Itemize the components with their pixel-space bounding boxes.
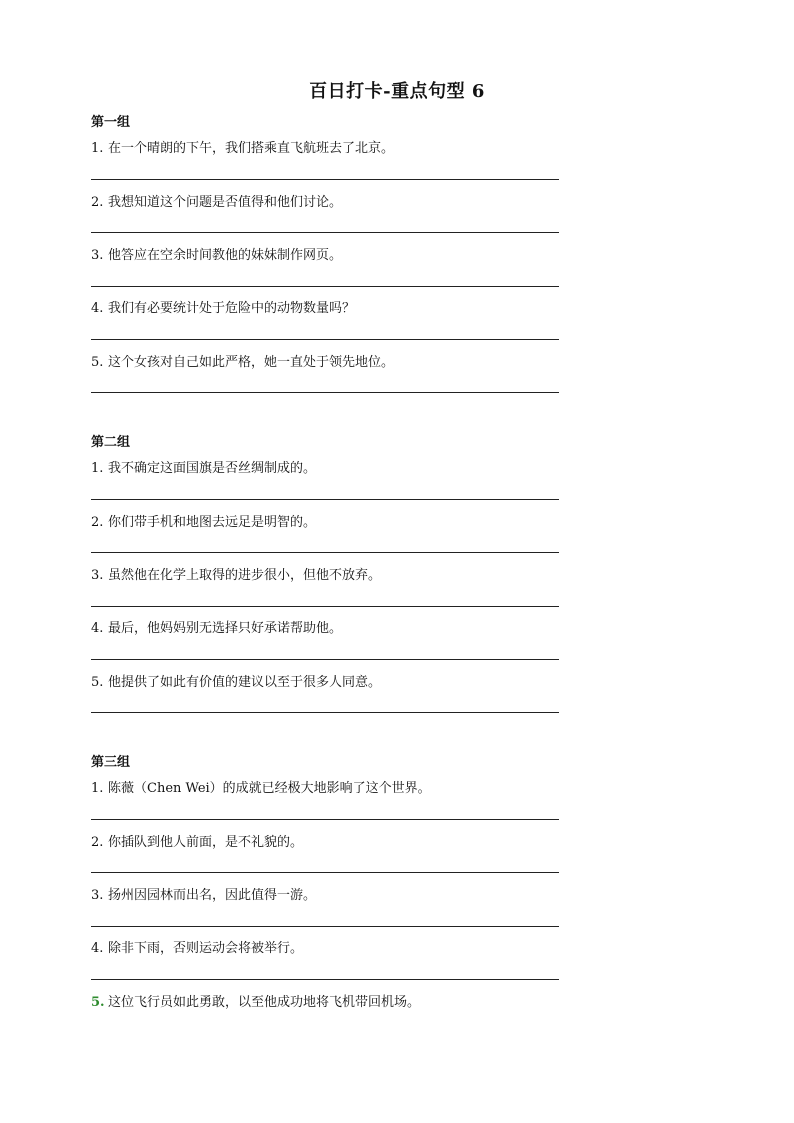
answer-line [91,659,559,660]
sentence-item: 3. 扬州因园林而出名，因此值得一游。 [91,888,317,903]
answer-line [91,926,559,927]
sentence-item: 2. 你们带手机和地图去远足是明智的。 [91,515,317,530]
answer-line [91,286,559,287]
sentence-item: 3. 他答应在空余时间教他的妹妹制作网页。 [91,248,343,263]
answer-line [91,499,559,500]
answer-line [91,232,559,233]
sentence-item: 4. 我们有必要统计处于危险中的动物数量吗？ [91,301,356,316]
answer-line [91,819,559,820]
sentence-item: 5. 这位飞行员如此勇敢，以至他成功地将飞机带回机场。 [91,995,421,1010]
sentence-item: 1. 在一个晴朗的下午，我们搭乘直飞航班去了北京。 [91,141,395,156]
sentence-item: 2. 你插队到他人前面，是不礼貌的。 [91,835,304,850]
group-3-title: 第三组 [91,755,131,770]
sentence-item: 4. 最后，他妈妈别无选择只好承诺帮助他。 [91,621,343,636]
answer-line [91,712,559,713]
answer-line [91,179,559,180]
sentence-item: 5. 这个女孩对自己如此严格，她一直处于领先地位。 [91,355,395,370]
answer-line [91,979,559,980]
sentence-item: 1. 陈薇（Chen Wei）的成就已经极大地影响了这个世界。 [91,781,431,796]
sentence-item: 5. 他提供了如此有价值的建议以至于很多人同意。 [91,675,382,690]
sentence-item: 2. 我想知道这个问题是否值得和他们讨论。 [91,195,343,210]
sentence-item: 3. 虽然他在化学上取得的进步很小，但他不放弃。 [91,568,382,583]
answer-line [91,872,559,873]
answer-line [91,606,559,607]
answer-line [91,339,559,340]
sentence-item: 1. 我不确定这面国旗是否丝绸制成的。 [91,461,317,476]
group-2-title: 第二组 [91,435,131,450]
group-1-title: 第一组 [91,115,131,130]
answer-line [91,552,559,553]
answer-line [91,392,559,393]
sentence-item: 4. 除非下雨，否则运动会将被举行。 [91,941,304,956]
page-title: 百日打卡-重点句型 6 [309,81,485,102]
